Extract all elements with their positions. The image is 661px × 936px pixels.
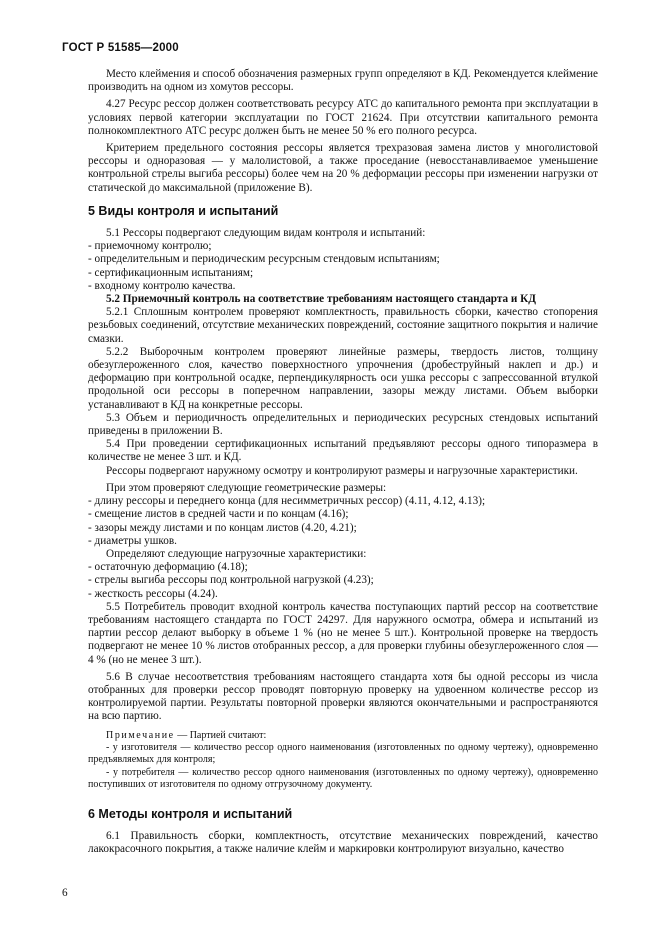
paragraph-branding: Место клеймения и способ обозначения размерных групп определяют в КД. Рекомендуется клеймение производить на одном из хомутов рессоры. — [88, 68, 598, 94]
note-lead: — Партией считают: — [174, 729, 267, 741]
paragraph-limit-state: Критерием предельного состояния рессоры является трехразовая замена листов у многолистовой рессоры и одноразовая — у малолистовой, а также проседание (невосстанавливаемое уменьшение контрольной стрелы выгиба рессоры) более чем на 20 % деформации рессоры при изменении нагрузки от статической до максимальной (приложение В). — [88, 142, 598, 194]
list-item: - сертификационным испытаниям; — [88, 266, 254, 279]
list-item: - стрелы выгиба рессоры под контрольной нагрузкой (4.23); — [88, 574, 374, 587]
standard-header: ГОСТ Р 51585—2000 — [62, 42, 179, 54]
paragraph-5-1: 5.1 Рессоры подвергают следующим видам контроля и испытаний: — [106, 227, 426, 240]
paragraph-5-2-1: 5.2.1 Сплошным контролем проверяют комплектность, правильность сборки, качество стопорения резьбовых соединений, отсутствие механических повреждений, состояние защитного покрытия и наличие смазки. — [88, 306, 598, 345]
paragraph-5-6: 5.6 В случае несоответствия требованиям настоящего стандарта хотя бы одной рессоры из числа отобранных для проверки рессор проводят повторную проверку на удвоенном количестве рессор из контролируемой партии. Результаты повторной проверки являются окончательными и распространяются на всю партию. — [88, 670, 598, 723]
paragraph-5-2-heading: 5.2 Приемочный контроль на соответствие требованиям настоящего стандарта и КД — [106, 293, 536, 306]
paragraph-4-27: 4.27 Ресурс рессор должен соответствовать ресурсу АТС до капитального ремонта при эксплуатации в условиях первой категории эксплуатации по ГОСТ 21624. При отсутствии капитального ремонта полнокомплектного АТС ресурс должен быть не менее 50 % его полного ресурса. — [88, 98, 598, 137]
list-item: - жесткость рессоры (4.24). — [88, 587, 218, 600]
paragraph-5-4-inspection: Рессоры подвергают наружному осмотру и контролируют размеры и нагрузочные характеристики. — [106, 464, 578, 477]
list-item: - входному контролю качества. — [88, 279, 236, 292]
paragraph-5-5: 5.5 Потребитель проводит входной контроль качества поступающих партий рессор на соответствие требованиям настоящего стандарта по ГОСТ 24297. Для наружного осмотра, обмера и испытаний из партии рессор делают выборку в объеме 1 % (но не менее 5 шт.). Контрольной проверке на твердость подвергают не менее 10 % листов отобранных рессор, а для проверки глубины обезуглероженного слоя — 4 % (но не менее 3 шт.). — [88, 600, 598, 666]
page-content — [88, 68, 598, 856]
note-label: Примечание — [106, 729, 175, 741]
note-item-consumer: - у потребителя — количество рессор одного наименования (изготовленных по одному чертежу), одновременно поступивших от изготовителя по одному отгрузочному документу. — [88, 766, 598, 791]
list-item: - приемочному контролю; — [88, 240, 212, 253]
paragraph-load-intro: Определяют следующие нагрузочные характеристики: — [106, 547, 367, 560]
paragraph-5-4: 5.4 При проведении сертификационных испытаний предъявляют рессоры одного типоразмера в количестве не менее 3 шт. и КД. — [88, 438, 598, 464]
list-item: - смещение листов в средней части и по концам (4.16); — [88, 508, 349, 521]
paragraph-geometry-intro: При этом проверяют следующие геометрические размеры: — [106, 481, 387, 494]
list-item: - зазоры между листами и по концам листов (4.20, 4.21); — [88, 521, 357, 534]
list-item: - остаточную деформацию (4.18); — [88, 561, 248, 574]
list-item: - длину рессоры и переднего конца (для несимметричных рессор) (4.11, 4.12, 4.13); — [88, 495, 486, 508]
section-6-title: 6 Методы контроля и испытаний — [88, 806, 293, 821]
paragraph-5-2-2: 5.2.2 Выборочным контролем проверяют линейные размеры, твердость листов, толщину обезуглероженного слоя, качество поверхностного упрочнения (дробеструйный наклеп и др.) и деформацию при контрольной осадке, перпендикулярность оси ушка рессоры с запрессованной втулкой продольной оси рессоры в поперечном направлении, зазоры между листами. Объем выборки устанавливают в КД на конкретные рессоры. — [88, 345, 598, 411]
list-control-types — [88, 240, 598, 293]
list-geometry — [88, 495, 598, 548]
list-load — [88, 561, 598, 601]
list-item: - определительным и периодическим ресурсным стендовым испытаниям; — [88, 253, 440, 266]
note-heading — [88, 730, 598, 742]
note-item-manufacturer: - у изготовителя — количество рессор одного наименования (изготовленных по одному чертежу), одновременно предъявляемых для контроля; — [88, 741, 598, 766]
section-5-title: 5 Виды контроля и испытаний — [88, 203, 279, 218]
paragraph-5-3: 5.3 Объем и периодичность определительных и периодических ресурсных стендовых испытаний приведены в приложении В. — [88, 411, 598, 438]
page-number: 6 — [62, 887, 68, 899]
list-item: - диаметры ушков. — [88, 534, 177, 547]
paragraph-6-1: 6.1 Правильность сборки, комплектность, отсутствие механических повреждений, качество лакокрасочного покрытия, а также наличие клейм и маркировки контролируют визуально, качество — [88, 829, 598, 855]
